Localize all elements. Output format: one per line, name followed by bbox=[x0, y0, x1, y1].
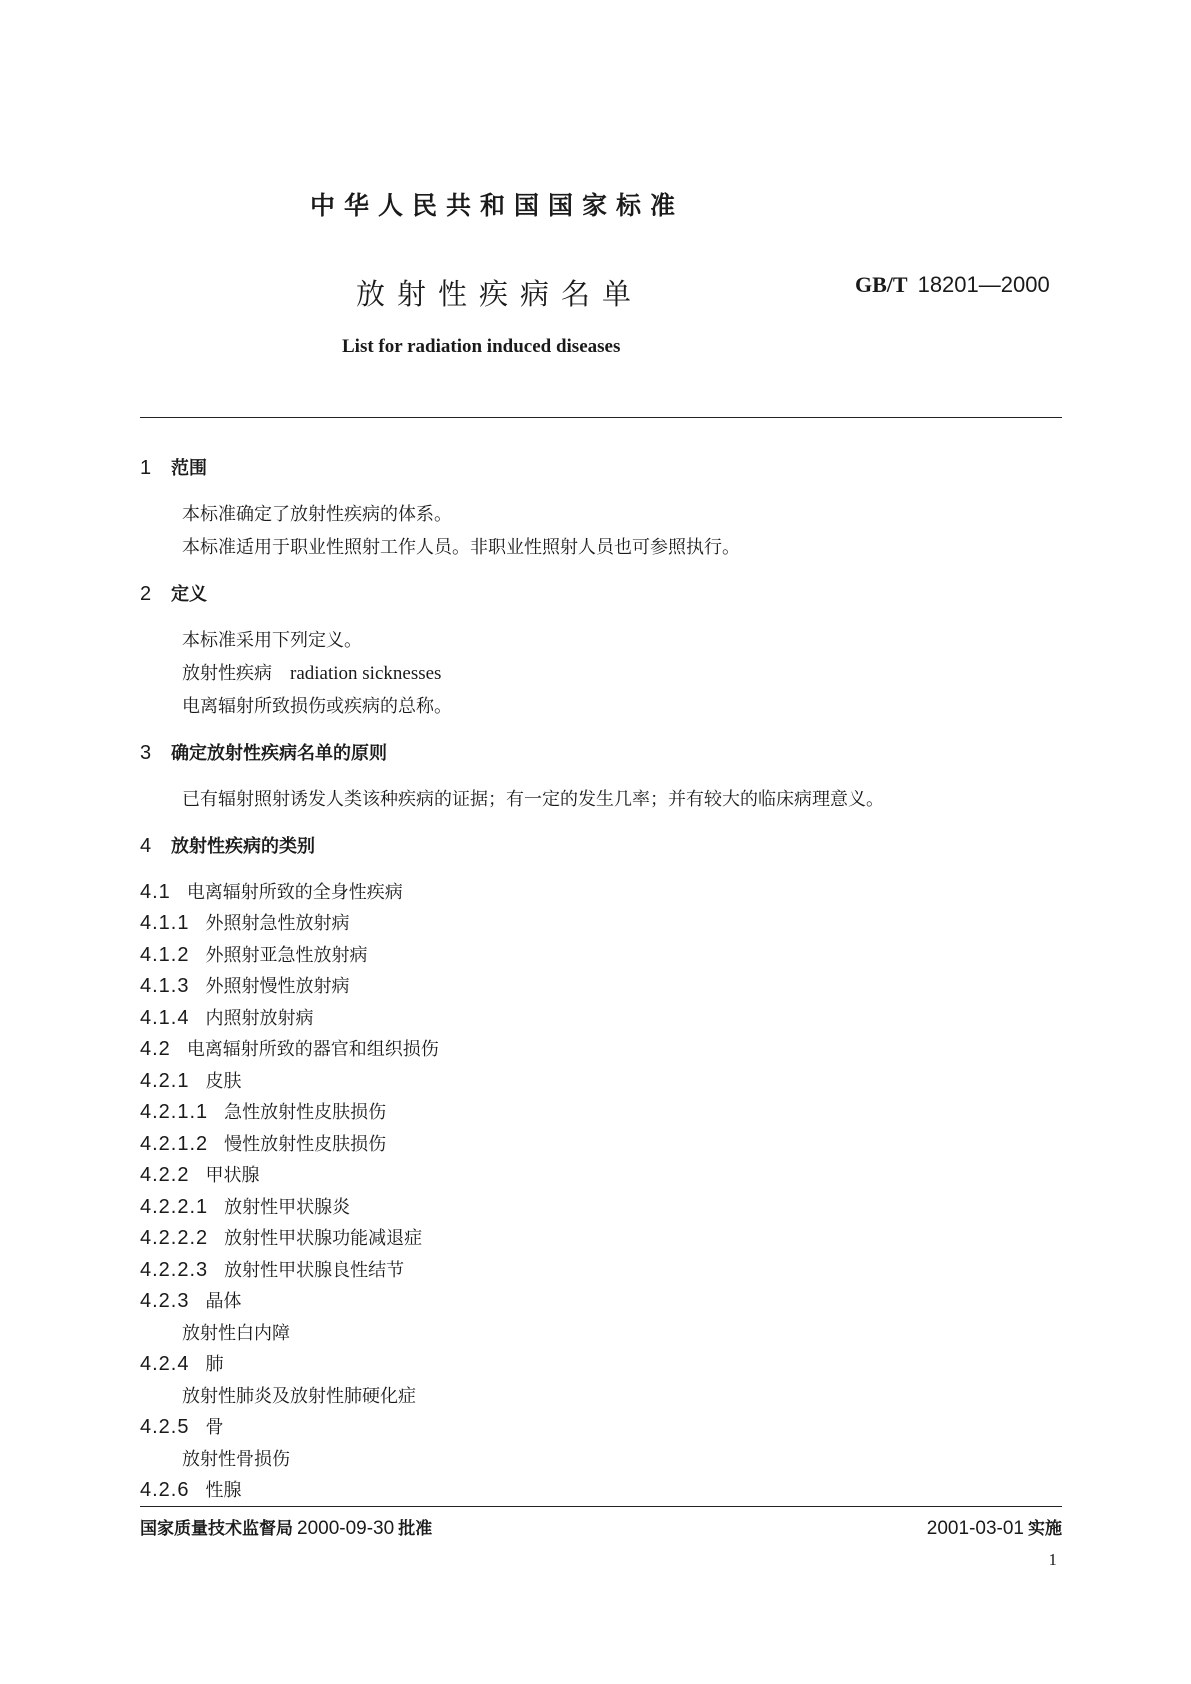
item-number: 4.2.6 bbox=[140, 1479, 190, 1501]
section-title: 定义 bbox=[171, 584, 207, 605]
item-number: 4.1.2 bbox=[140, 944, 190, 966]
item-text: 放射性甲状腺功能减退症 bbox=[224, 1228, 423, 1249]
implementation-date: 2001-03-01 bbox=[926, 1518, 1024, 1539]
item-number: 4.1.3 bbox=[140, 975, 190, 997]
item-number: 4.2.1.2 bbox=[140, 1133, 209, 1155]
section-title: 确定放射性疾病名单的原则 bbox=[171, 743, 387, 764]
list-item-description: 放射性白内障 bbox=[182, 1323, 290, 1344]
list-item bbox=[140, 1161, 259, 1187]
item-text: 外照射亚急性放射病 bbox=[205, 945, 368, 966]
list-item bbox=[140, 1035, 439, 1061]
section-heading-scope bbox=[140, 454, 207, 480]
item-number: 4.1 bbox=[140, 881, 171, 903]
list-item bbox=[140, 1004, 313, 1030]
item-number: 4.2.5 bbox=[140, 1416, 190, 1438]
item-number: 4.2.4 bbox=[140, 1353, 190, 1375]
item-number: 4.1.4 bbox=[140, 1007, 190, 1029]
section-number: 2 bbox=[140, 583, 152, 605]
item-text: 骨 bbox=[205, 1417, 224, 1438]
section-number: 4 bbox=[140, 835, 152, 857]
term-chinese: 放射性疾病 bbox=[182, 663, 272, 684]
list-item bbox=[140, 1098, 386, 1124]
item-text: 电离辐射所致的全身性疾病 bbox=[186, 882, 403, 903]
item-number: 4.2.1.1 bbox=[140, 1101, 209, 1123]
item-number: 4.2.3 bbox=[140, 1290, 190, 1312]
paragraph: 电离辐射所致损伤或疾病的总称。 bbox=[182, 696, 452, 717]
section-title: 放射性疾病的类别 bbox=[171, 836, 315, 857]
section-heading-definitions bbox=[140, 580, 207, 606]
list-item bbox=[140, 972, 349, 998]
list-item-description: 放射性肺炎及放射性肺硬化症 bbox=[182, 1386, 416, 1407]
header-divider bbox=[140, 417, 1062, 418]
english-subtitle: List for radiation induced diseases bbox=[342, 336, 621, 357]
list-item bbox=[140, 1193, 350, 1219]
item-number: 4.2 bbox=[140, 1038, 171, 1060]
item-text: 甲状腺 bbox=[205, 1165, 260, 1186]
item-text: 外照射急性放射病 bbox=[205, 913, 350, 934]
term-english: radiation sicknesses bbox=[290, 663, 442, 684]
paragraph: 本标准采用下列定义。 bbox=[182, 630, 362, 651]
item-text: 急性放射性皮肤损伤 bbox=[224, 1102, 387, 1123]
item-text: 皮肤 bbox=[205, 1071, 242, 1092]
section-heading-principles bbox=[140, 739, 387, 765]
item-number: 4.1.1 bbox=[140, 912, 190, 934]
item-text: 放射性甲状腺良性结节 bbox=[224, 1260, 405, 1281]
list-item bbox=[140, 1256, 404, 1282]
list-item bbox=[140, 878, 403, 904]
item-text: 放射性甲状腺炎 bbox=[224, 1197, 351, 1218]
item-number: 4.2.2 bbox=[140, 1164, 190, 1186]
section-number: 1 bbox=[140, 457, 152, 479]
item-text: 内照射放射病 bbox=[205, 1008, 314, 1029]
standard-number: 18201—2000 bbox=[917, 272, 1050, 297]
approval-info bbox=[140, 1514, 432, 1540]
section-title: 范围 bbox=[171, 458, 207, 479]
list-item-description: 放射性骨损伤 bbox=[182, 1449, 290, 1470]
implementation-label: 实施 bbox=[1028, 1519, 1062, 1539]
item-number: 4.2.2.3 bbox=[140, 1259, 209, 1281]
list-item bbox=[140, 941, 367, 967]
paragraph: 本标准确定了放射性疾病的体系。 bbox=[182, 504, 452, 525]
approve-label: 批准 bbox=[398, 1519, 433, 1539]
approve-date: 2000-09-30 bbox=[297, 1518, 395, 1539]
list-item bbox=[140, 909, 349, 935]
term-definition bbox=[182, 659, 441, 685]
list-item bbox=[140, 1224, 422, 1250]
list-item bbox=[140, 1067, 241, 1093]
paragraph: 本标准适用于职业性照射工作人员。非职业性照射人员也可参照执行。 bbox=[182, 537, 740, 558]
issuer: 国家质量技术监督局 bbox=[140, 1519, 293, 1539]
item-number: 4.2.1 bbox=[140, 1070, 190, 1092]
list-item bbox=[140, 1413, 223, 1439]
section-number: 3 bbox=[140, 742, 152, 764]
list-item bbox=[140, 1350, 223, 1376]
national-standard-heading: 中华人民共和国国家标准 bbox=[310, 191, 685, 220]
document-title: 放射性疾病名单 bbox=[356, 277, 644, 311]
standard-code bbox=[855, 272, 1050, 298]
implementation-info bbox=[923, 1514, 1062, 1540]
item-text: 外照射慢性放射病 bbox=[205, 976, 350, 997]
item-text: 电离辐射所致的器官和组织损伤 bbox=[186, 1039, 439, 1060]
footer-divider bbox=[140, 1506, 1062, 1507]
standard-prefix: GB/T bbox=[855, 272, 908, 297]
paragraph: 已有辐射照射诱发人类该种疾病的证据；有一定的发生几率；并有较大的临床病理意义。 bbox=[182, 789, 884, 810]
item-number: 4.2.2.2 bbox=[140, 1227, 209, 1249]
list-item bbox=[140, 1287, 241, 1313]
list-item bbox=[140, 1130, 386, 1156]
item-text: 性腺 bbox=[205, 1480, 242, 1501]
item-text: 晶体 bbox=[205, 1291, 242, 1312]
item-text: 慢性放射性皮肤损伤 bbox=[224, 1134, 387, 1155]
page-number: 1 bbox=[1048, 1550, 1057, 1569]
list-item bbox=[140, 1476, 241, 1502]
item-text: 肺 bbox=[205, 1354, 224, 1375]
section-heading-categories bbox=[140, 832, 315, 858]
item-number: 4.2.2.1 bbox=[140, 1196, 209, 1218]
